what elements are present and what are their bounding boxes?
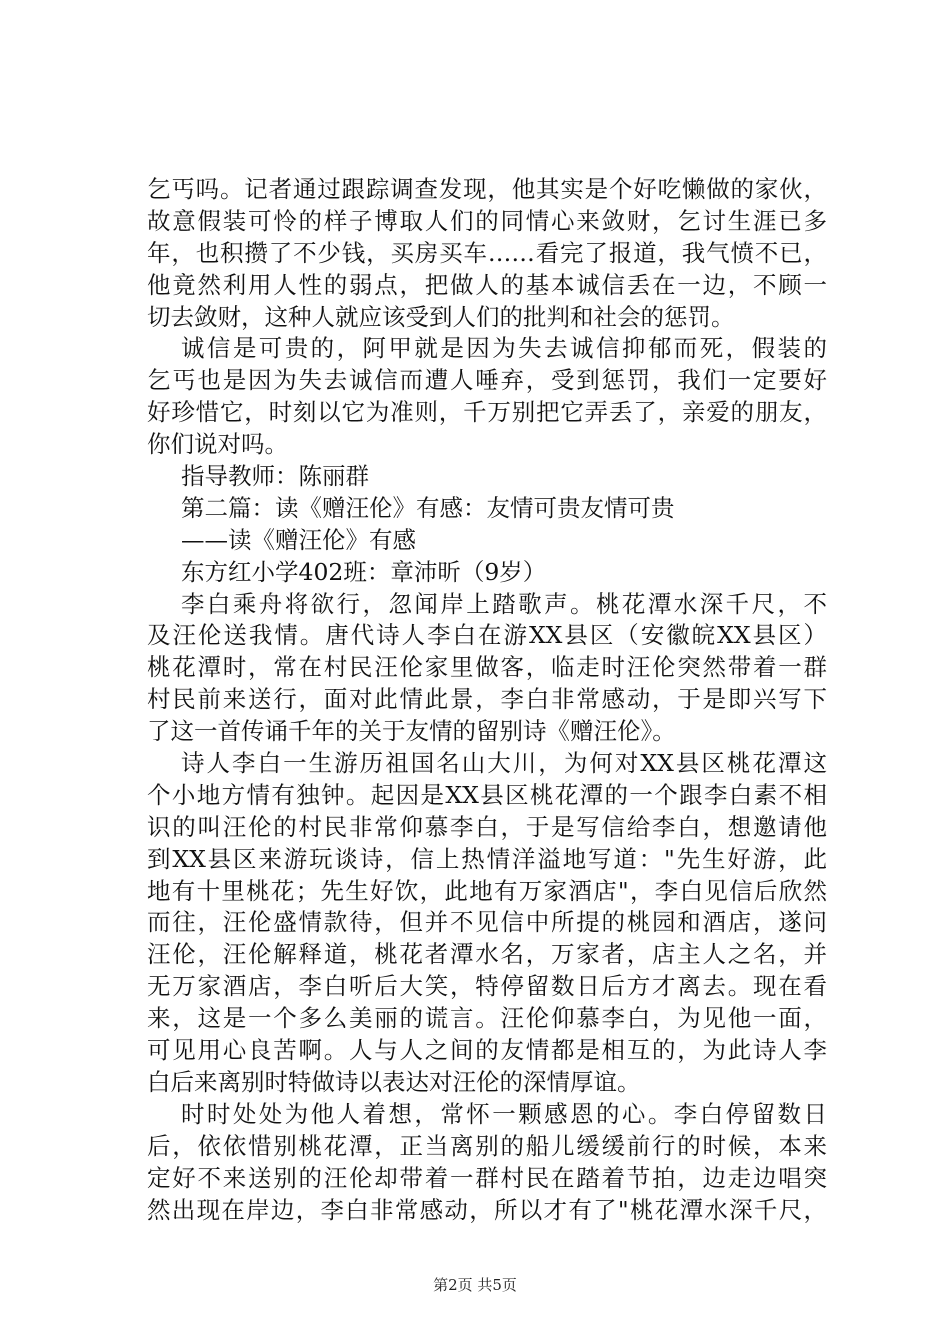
- text-line: 可见用心良苦啊。人与人之间的友情都是相互的，为此诗人李: [147, 1036, 827, 1065]
- text-line: 村民前来送行，面对此情此景，李白非常感动，于是即兴写下: [147, 685, 827, 714]
- text-line: 到XX县区来游玩谈诗，信上热情洋溢地写道："先生好游，此: [147, 844, 827, 873]
- text-line: 白后来离别时特做诗以表达对汪伦的深情厚谊。: [147, 1067, 641, 1096]
- text-line: ——读《赠汪伦》有感: [181, 525, 416, 554]
- page-footer: 第2页 共5页: [433, 1276, 517, 1294]
- text-line: 第二篇：读《赠汪伦》有感：友情可贵友情可贵: [181, 493, 675, 522]
- text-line: 乞丐吗。记者通过跟踪调查发现，他其实是个好吃懒做的家伙，: [147, 175, 827, 203]
- text-line: 李白乘舟将欲行，忽闻岸上踏歌声。桃花潭水深千尺，不: [181, 589, 827, 618]
- text-line: 时时处处为他人着想，常怀一颗感恩的心。李白停留数日: [181, 1099, 827, 1128]
- text-line: 了这一首传诵千年的关于友情的留别诗《赠汪伦》。: [147, 717, 676, 746]
- text-line: 诗人李白一生游历祖国名山大川，为何对XX县区桃花潭这: [181, 749, 827, 778]
- text-line: 你们说对吗。: [147, 430, 288, 459]
- text-line: 后，依依惜别桃花潭，正当离别的船儿缓缓前行的时候，本来: [147, 1131, 827, 1160]
- text-line: 他竟然利用人性的弱点，把做人的基本诚信丢在一边，不顾一: [147, 270, 827, 299]
- text-line: 无万家酒店，李白听后大笑，特停留数日后方才离去。现在看: [147, 972, 827, 1001]
- text-line: 个小地方情有独钟。起因是XX县区桃花潭的一个跟李白素不相: [147, 780, 827, 809]
- text-line: 而往，汪伦盛情款待，但并不见信中所提的桃园和酒店，遂问: [147, 908, 827, 937]
- text-line: 然出现在岸边，李白非常感动，所以才有了"桃花潭水深千尺，: [147, 1195, 827, 1224]
- text-line: 及汪伦送我情。唐代诗人李白在游XX县区（安徽皖XX县区）: [147, 621, 827, 650]
- text-line: 来，这是一个多么美丽的谎言。汪伦仰慕李白，为见他一面，: [147, 1004, 827, 1033]
- text-line: 东方红小学402班：章沛昕（9岁）: [181, 557, 547, 586]
- text-line: 年，也积攒了不少钱，买房买车……看完了报道，我气愤不已，: [147, 238, 827, 267]
- text-line: 诚信是可贵的，阿甲就是因为失去诚信抑郁而死，假装的: [181, 334, 827, 363]
- text-line: 乞丐也是因为失去诚信而遭人唾弃，受到惩罚，我们一定要好: [147, 366, 827, 395]
- text-line: 桃花潭时，常在村民汪伦家里做客，临走时汪伦突然带着一群: [147, 653, 827, 682]
- text-line: 汪伦，汪伦解释道，桃花者潭水名，万家者，店主人之名，并: [147, 940, 827, 969]
- document-body: [147, 174, 827, 1226]
- text-line: 故意假装可怜的样子博取人们的同情心来敛财，乞讨生涯已多: [147, 206, 827, 235]
- text-line: 识的叫汪伦的村民非常仰慕李白，于是写信给李白，想邀请他: [147, 812, 827, 841]
- text-line: 地有十里桃花；先生好饮，此地有万家酒店"，李白见信后欣然: [147, 876, 827, 905]
- text-line: 指导教师：陈丽群: [181, 462, 369, 491]
- text-line: 定好不来送别的汪伦却带着一群村民在踏着节拍，边走边唱突: [147, 1163, 827, 1192]
- text-line: 好珍惜它，时刻以它为准则，千万别把它弄丢了，亲爱的朋友，: [147, 398, 827, 427]
- text-line: 切去敛财，这种人就应该受到人们的批判和社会的惩罚。: [147, 302, 735, 331]
